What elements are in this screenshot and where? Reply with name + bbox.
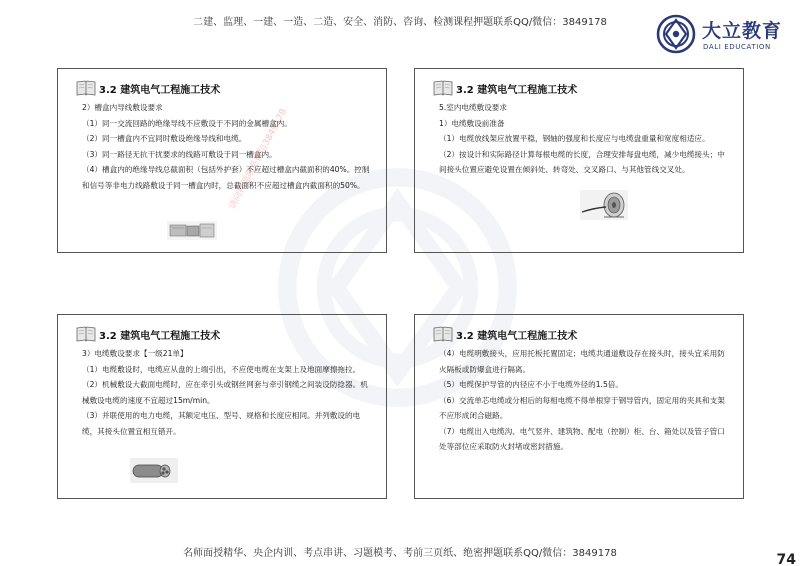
slide-3-header <box>76 325 376 343</box>
slide-body <box>82 346 372 439</box>
book-icon <box>76 325 96 343</box>
watermark-text: 请向押题联系微信3849178 <box>227 107 290 212</box>
slide-paragraph: （7）电缆出入电缆沟、电气竖井、建筑物、配电（控制）柜、台、箱处以及管子管口处等部位应采取防火封堵或密封措施。 <box>439 426 725 451</box>
cable-reel-photo <box>580 190 628 220</box>
slide-paragraph: 5.室内电缆敷设要求 <box>439 103 507 112</box>
slide-paragraph: （2）同一槽盒内不宜同时敷设绝缘导线和电缆。 <box>82 134 247 143</box>
slide-4 <box>414 314 744 499</box>
slide-paragraph: 3）电缆敷设要求【一级21单】 <box>82 349 188 358</box>
slide-paragraph: （2）机械敷设大截面电缆时，应在牵引头或钢丝网套与牵引钢缆之间装设防捻器。机械敷设电缆的速度不宜超过15m/min。 <box>82 380 368 405</box>
brand-logo <box>656 14 786 56</box>
page-header-text: 二建、监理、一建、一造、二造、安全、消防、咨询、检测课程押题联系QQ/微信：3849178 <box>193 17 607 28</box>
slide-title: 3.2 建筑电气工程施工技术 <box>99 85 221 96</box>
slide-paragraph: （4）电缆明敷接头，应用托板托置固定；电缆共通道敷设存在接头时，接头宜采用防火隔板或防爆盒进行隔离。 <box>439 349 725 374</box>
cable-trunking-photo <box>167 221 217 240</box>
slide-paragraph: （3）并联使用的电力电缆，其额定电压、型号、规格和长度应相同。并列敷设的电缆，其接头位置宜相互错开。 <box>82 411 361 436</box>
book-icon <box>433 325 453 343</box>
book-icon <box>433 79 453 97</box>
slide-paragraph: （5）电缆保护导管的内径应不小于电缆外径的1.5倍。 <box>439 380 623 389</box>
slide-2 <box>414 68 744 253</box>
logo-name: 大立教育 <box>702 20 783 42</box>
book-icon <box>76 79 96 97</box>
cable-sample-photo <box>130 458 178 483</box>
slide-1-header <box>76 79 376 97</box>
slide-1 <box>57 68 387 253</box>
slide-paragraph: （6）交流单芯电缆或分相后的每相电缆不得单根穿于钢导管内，固定用的夹具和支架不应形成闭合磁路。 <box>439 395 725 420</box>
slide-title: 3.2 建筑电气工程施工技术 <box>456 331 578 342</box>
slide-paragraph: （1）电缆敷设时，电缆应从盘的上端引出，不应使电缆在支架上及地面摩擦拖拉。 <box>82 364 361 374</box>
slide-2-header <box>433 79 733 97</box>
page-number: 74 <box>776 552 796 566</box>
slide-4-header <box>433 325 733 343</box>
slide-paragraph: 1）电缆敷设前准备 <box>439 118 505 128</box>
slide-paragraph: （1）电缆放线架应放置平稳，钢轴的强度和长度应与电缆盘重量和宽度相适应。 <box>439 134 710 143</box>
logo-subtitle: DALI EDUCATION <box>703 43 771 51</box>
slide-paragraph: 2）槽盒内导线敷设要求 <box>82 103 163 112</box>
slide-paragraph: （4）槽盒内的绝缘导线总截面积（包括外护套）不应超过槽盒内截面积的40%。控制和信号等非电力线路敷设于同一槽盒内时，总截面积不应超过槽盒内截面积的50%。 <box>82 165 370 190</box>
slide-title: 3.2 建筑电气工程施工技术 <box>99 331 221 342</box>
slide-3 <box>57 314 387 499</box>
logo-emblem-icon <box>656 14 696 54</box>
page-footer-text: 名师面授精华、央企内训、考点串讲、习题模考、考前三页纸、绝密押题联系QQ/微信：3849178 <box>183 548 617 559</box>
slide-paragraph: （3）同一路径无抗干扰要求的线路可敷设于同一槽盒内。 <box>82 149 277 159</box>
slide-paragraph: （1）同一交流回路的绝缘导线不应敷设于不同的金属槽盒内。 <box>82 118 292 128</box>
slide-title: 3.2 建筑电气工程施工技术 <box>456 85 578 96</box>
slide-paragraph: （2）按设计和实际路径计算每根电缆的长度，合理安排每盘电缆，减少电缆接头；中间接头位置应避免设置在倾斜处、转弯处、交叉路口、与其他管线交叉处。 <box>439 149 725 174</box>
slide-body <box>439 346 729 455</box>
slide-body <box>439 100 729 178</box>
slide-body <box>82 100 372 193</box>
